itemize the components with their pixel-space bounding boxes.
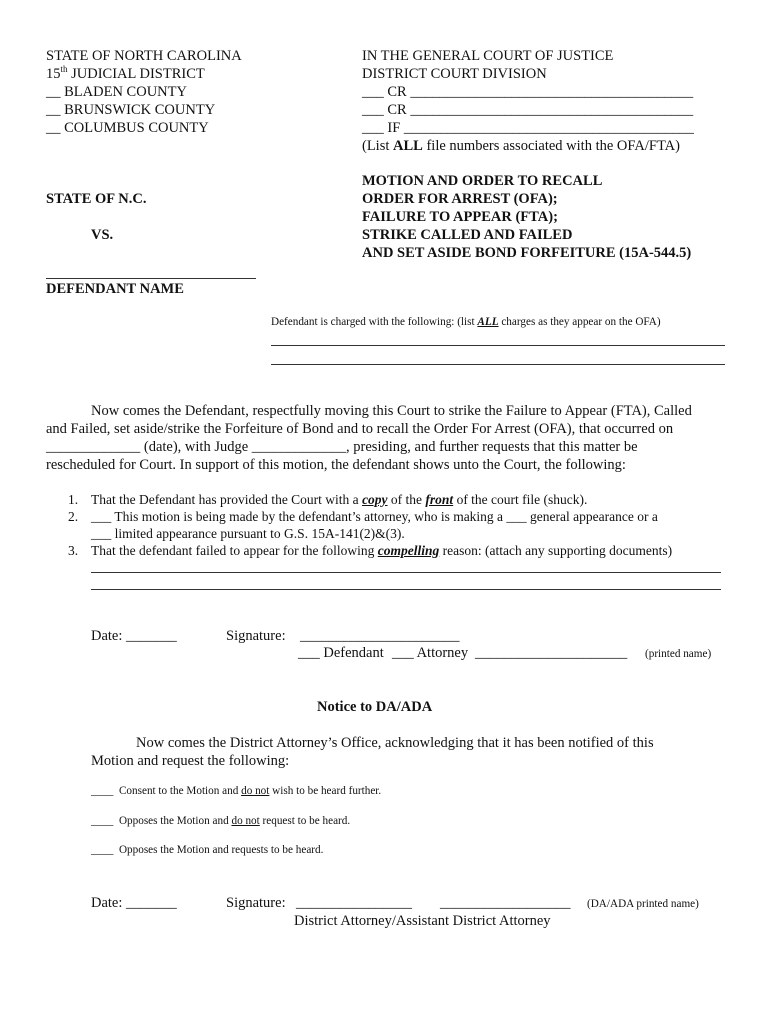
file-number-field[interactable]: ________________________________________ — [403, 120, 694, 136]
motion-paragraph-line: and Failed, set aside/strike the Forfeiture of Bond and to recall the Order For Arrest (OFA), that occurred on — [46, 421, 674, 437]
state-heading: STATE OF NORTH CAROLINA — [46, 48, 242, 64]
caption-left — [46, 47, 242, 137]
attorney-option[interactable]: ___ Attorney — [392, 645, 469, 661]
item-text: That the defendant failed to appear for the following compelling reason: (attach any supporting documents) — [91, 543, 673, 558]
signature-label: Signature: — [226, 628, 286, 644]
motion-paragraph-line: rescheduled for Court. In support of this motion, the defendant shows unto the Court, the following: — [46, 457, 626, 473]
da-option[interactable]: ____ Consent to the Motion and do not wish to be heard further. — [91, 785, 382, 797]
file-numbers-note: (List ALL file numbers associated with the OFA/FTA) — [362, 138, 680, 154]
judicial-district: 15th JUDICIAL DISTRICT — [46, 64, 205, 82]
da-signature-label: Signature: — [226, 895, 286, 911]
charges-line[interactable] — [271, 364, 725, 365]
notice-paragraph-line: Motion and request the following: — [91, 753, 290, 769]
charges-line[interactable] — [271, 345, 725, 346]
file-number-field[interactable]: _______________________________________ — [410, 84, 694, 100]
county-option[interactable]: __ BLADEN COUNTY — [46, 84, 187, 100]
county-option[interactable]: __ BRUNSWICK COUNTY — [46, 102, 216, 118]
item-text[interactable]: ___ limited appearance pursuant to G.S. 15A-141(2)&(3). — [91, 526, 405, 541]
court-division: DISTRICT COURT DIVISION — [362, 66, 547, 82]
da-option[interactable]: ____ Opposes the Motion and do not request to be heard. — [91, 815, 351, 827]
motion-paragraph-line: Now comes the Defendant, respectfully moving this Court to strike the Failure to Appear (FTA), Called — [91, 403, 692, 419]
court-name: IN THE GENERAL COURT OF JUSTICE — [362, 48, 614, 64]
motion-paragraph-line[interactable]: _____________ (date), with Judge _____________, presiding, and further requests that this matter be — [46, 439, 638, 455]
da-title: District Attorney/Assistant District Attorney — [294, 913, 551, 929]
date-field[interactable]: Date: _______ — [91, 628, 177, 644]
defendant-option[interactable]: ___ Defendant — [298, 645, 384, 661]
file-number-row[interactable]: ___ CR _______________________________________ — [362, 84, 694, 100]
signature-field[interactable]: ______________________ — [300, 628, 460, 644]
item-number: 3. — [68, 543, 79, 558]
charges-note: Defendant is charged with the following: (list ALL charges as they appear on the OFA) — [271, 316, 661, 328]
item-text: That the Defendant has provided the Court with a copy of the front of the court file (shuck). — [91, 492, 588, 507]
da-printed-name-field[interactable]: __________________ — [440, 895, 571, 911]
printed-name-note: (printed name) — [645, 648, 712, 660]
item-number: 2. — [68, 509, 79, 524]
file-number-row[interactable]: ___ CR _______________________________________ — [362, 102, 694, 118]
da-option[interactable]: ____ Opposes the Motion and requests to be heard. — [91, 844, 324, 856]
versus-label: VS. — [91, 227, 114, 243]
caption-right — [362, 47, 694, 155]
file-number-row[interactable]: ___ IF ________________________________________ — [362, 120, 694, 136]
reason-line[interactable] — [91, 572, 721, 573]
county-option[interactable]: __ COLUMBUS COUNTY — [46, 120, 209, 136]
defendant-name-label: DEFENDANT NAME — [46, 281, 184, 297]
file-number-field[interactable]: _______________________________________ — [410, 102, 694, 118]
item-number: 1. — [68, 492, 79, 507]
reason-line[interactable] — [91, 589, 721, 590]
notice-paragraph-line: Now comes the District Attorney’s Office, acknowledging that it has been notified of this — [136, 735, 654, 751]
defendant-name-field[interactable] — [46, 278, 256, 279]
item-text[interactable]: ___ This motion is being made by the defendant’s attorney, who is making a ___ general appearance or a — [91, 509, 658, 524]
da-printed-name-note: (DA/ADA printed name) — [587, 898, 699, 910]
da-signature-field[interactable]: ________________ — [296, 895, 412, 911]
party-state: STATE OF N.C. — [46, 191, 147, 207]
motion-title: MOTION AND ORDER TO RECALL ORDER FOR ARREST (OFA); FAILURE TO APPEAR (FTA); STRIKE CALLED AND FAILED AND SET ASIDE BOND FORFEITURE (15A-544.5) — [362, 173, 692, 261]
printed-name-field[interactable]: _____________________ — [475, 645, 628, 661]
da-date-field[interactable]: Date: _______ — [91, 895, 177, 911]
notice-heading: Notice to DA/ADA — [317, 699, 433, 715]
